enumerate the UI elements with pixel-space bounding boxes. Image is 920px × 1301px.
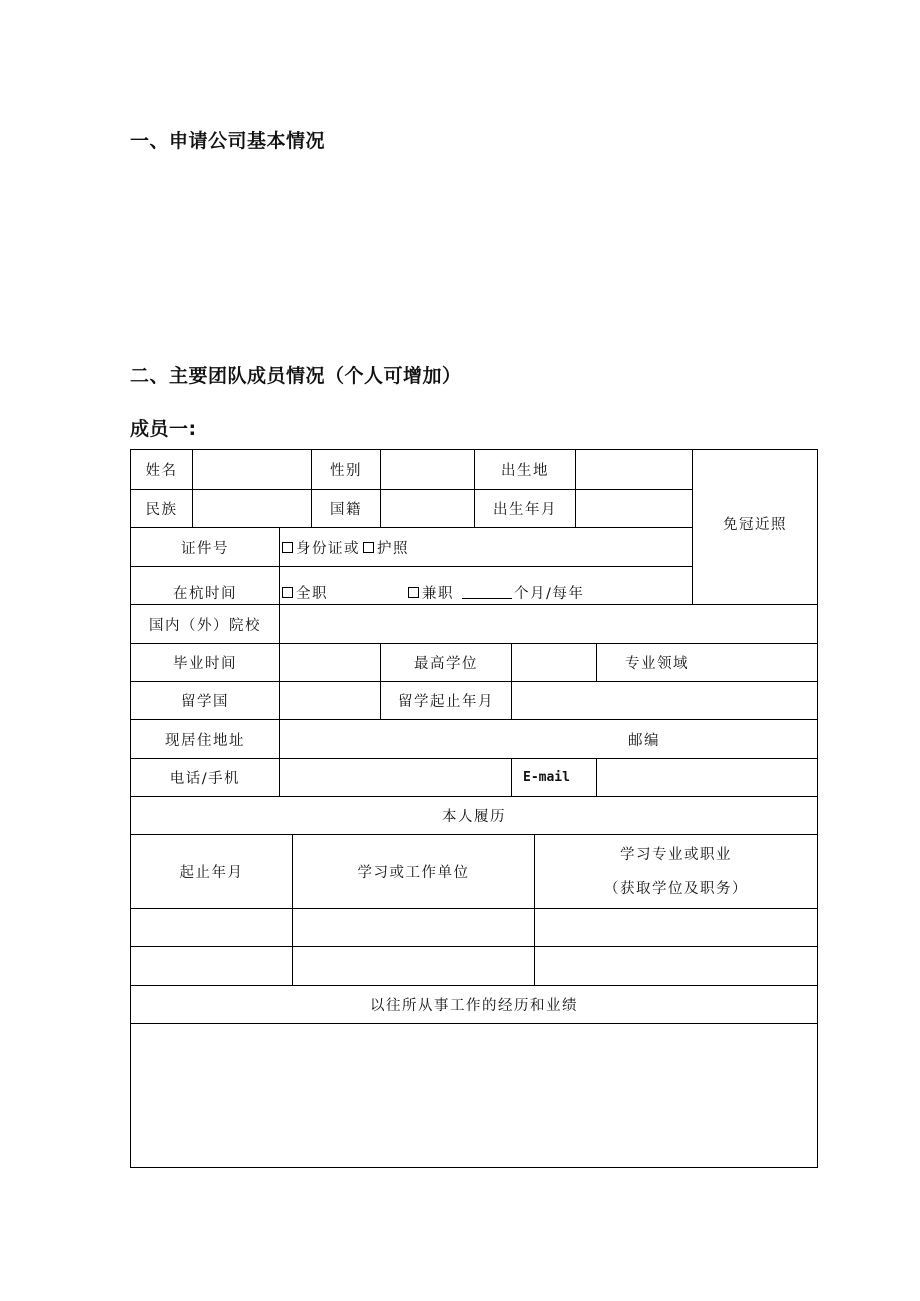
parttime-option[interactable]: 兼职 (408, 582, 454, 603)
checkbox-icon (282, 542, 293, 553)
parttime-months-field[interactable] (462, 586, 512, 599)
experience-title: 以往所从事工作的经历和业绩 (370, 998, 578, 1014)
address-label: 现居住地址 (165, 732, 245, 749)
id-options (282, 528, 692, 566)
hangzhou-time-label: 在杭时间 (173, 586, 237, 602)
name-label: 姓名 (145, 463, 178, 479)
phone-field[interactable] (280, 759, 511, 796)
postcode-label: 邮编 (628, 732, 660, 749)
id-option-passport[interactable]: 护照 (363, 537, 409, 558)
ethnicity-field[interactable] (193, 490, 311, 527)
address-field[interactable] (280, 720, 600, 758)
member-title: 成员一: (130, 418, 197, 440)
ethnicity-label: 民族 (145, 502, 178, 518)
birthplace-field[interactable] (576, 450, 692, 489)
study-abroad-label: 留学国 (181, 694, 229, 710)
section-title-team: 二、主要团队成员情况（个人可增加） (130, 365, 462, 387)
study-period-label: 留学起止年月 (398, 694, 494, 710)
id-label: 证件号 (181, 540, 229, 557)
study-period-field[interactable] (512, 682, 817, 719)
nationality-field[interactable] (381, 490, 474, 527)
phone-label: 电话/手机 (169, 771, 241, 787)
gender-label: 性别 (330, 463, 362, 479)
parttime-suffix: 个月/每年 (514, 586, 585, 602)
school-field[interactable] (280, 605, 817, 643)
id-option-idcard[interactable]: 身份证或 (282, 537, 360, 558)
resume-major-header: 学习专业或职业 （获取学位及职务） (604, 846, 748, 897)
checkbox-icon (408, 587, 419, 598)
email-field[interactable] (597, 759, 817, 796)
graduation-field[interactable] (280, 644, 380, 681)
checkbox-icon (282, 587, 293, 598)
experience-field[interactable] (131, 1024, 817, 1167)
resume-period-header: 起止年月 (179, 865, 244, 881)
study-abroad-field[interactable] (280, 682, 380, 719)
resume-row-2-unit[interactable] (293, 947, 534, 985)
email-label: E-mail (523, 770, 570, 785)
gender-field[interactable] (381, 450, 474, 489)
photo-label: 免冠近照 (723, 516, 787, 533)
graduation-label: 毕业时间 (173, 656, 237, 672)
nationality-label: 国籍 (330, 502, 362, 518)
resume-title: 本人履历 (442, 809, 506, 825)
name-field[interactable] (193, 450, 311, 489)
birthdate-field[interactable] (576, 490, 692, 527)
birthplace-label: 出生地 (501, 463, 549, 479)
hangzhou-time-options (282, 567, 692, 604)
resume-row-1-major[interactable] (535, 909, 817, 946)
major-field[interactable] (717, 644, 817, 681)
birthdate-label: 出生年月 (493, 502, 557, 518)
resume-row-2-major[interactable] (535, 947, 817, 985)
resume-row-1-period[interactable] (131, 909, 292, 946)
postcode-field[interactable] (690, 720, 817, 758)
photo-box[interactable] (693, 450, 817, 604)
major-label: 专业领域 (625, 656, 689, 672)
school-label: 国内（外）院校 (149, 617, 261, 634)
resume-row-1-unit[interactable] (293, 909, 534, 946)
degree-field[interactable] (512, 644, 596, 681)
resume-unit-header: 学习或工作单位 (357, 865, 470, 881)
checkbox-icon (363, 542, 374, 553)
degree-label: 最高学位 (414, 656, 478, 672)
fulltime-option[interactable]: 全职 (282, 582, 328, 603)
resume-row-2-period[interactable] (131, 947, 292, 985)
section-title-company: 一、申请公司基本情况 (130, 130, 326, 152)
